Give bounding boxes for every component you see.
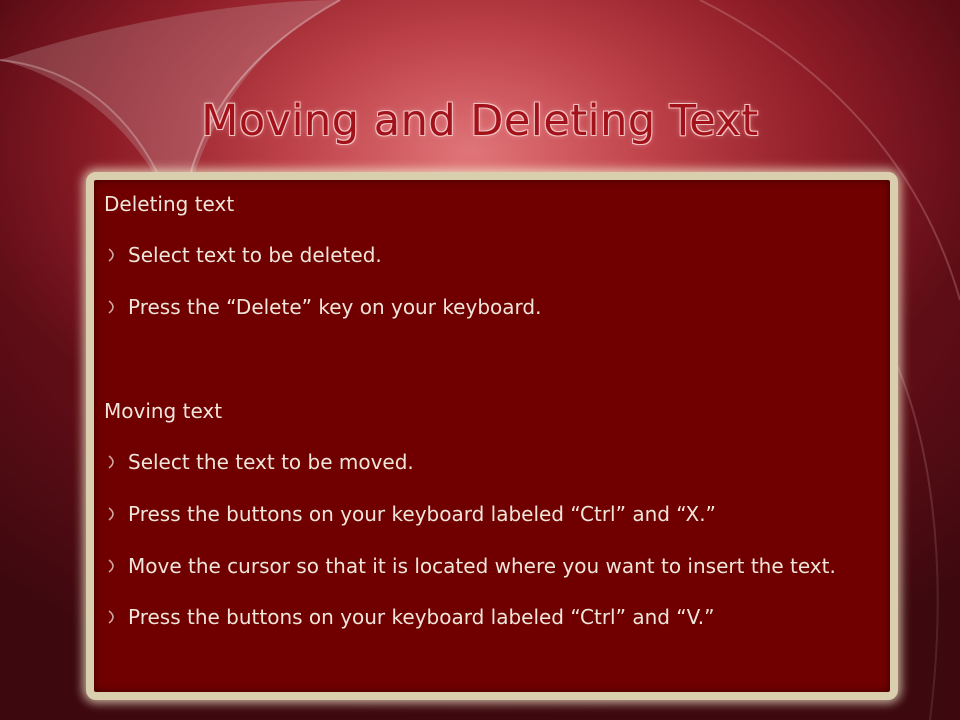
section-spacer	[104, 345, 880, 397]
curved-arc-bullet-icon	[106, 552, 120, 580]
bullet-text: Press the “Delete” key on your keyboard.	[128, 295, 542, 319]
bullet-text: Move the cursor so that it is located where you want to insert the text.	[128, 554, 836, 578]
curved-arc-bullet-icon	[106, 603, 120, 631]
content-list	[104, 190, 880, 655]
curved-arc-bullet-icon	[106, 293, 120, 321]
slide-title: Moving and Deleting Text	[201, 96, 759, 146]
curved-arc-bullet-icon	[106, 500, 120, 528]
list-item	[104, 241, 880, 269]
list-item	[104, 552, 880, 580]
list-item	[104, 500, 880, 528]
list-item	[104, 293, 880, 321]
list-item	[104, 448, 880, 476]
curved-arc-bullet-icon	[106, 448, 120, 476]
section-heading-moving: Moving text	[104, 399, 223, 423]
content-box	[86, 172, 898, 700]
bullet-text: Select text to be deleted.	[128, 243, 382, 267]
bullet-text: Select the text to be moved.	[128, 450, 414, 474]
curved-arc-bullet-icon	[106, 241, 120, 269]
bullet-text: Press the buttons on your keyboard labeled “Ctrl” and “X.”	[128, 502, 716, 526]
list-item	[104, 603, 880, 631]
section-heading-deleting: Deleting text	[104, 192, 235, 216]
bullet-text: Press the buttons on your keyboard labeled “Ctrl” and “V.”	[128, 605, 715, 629]
